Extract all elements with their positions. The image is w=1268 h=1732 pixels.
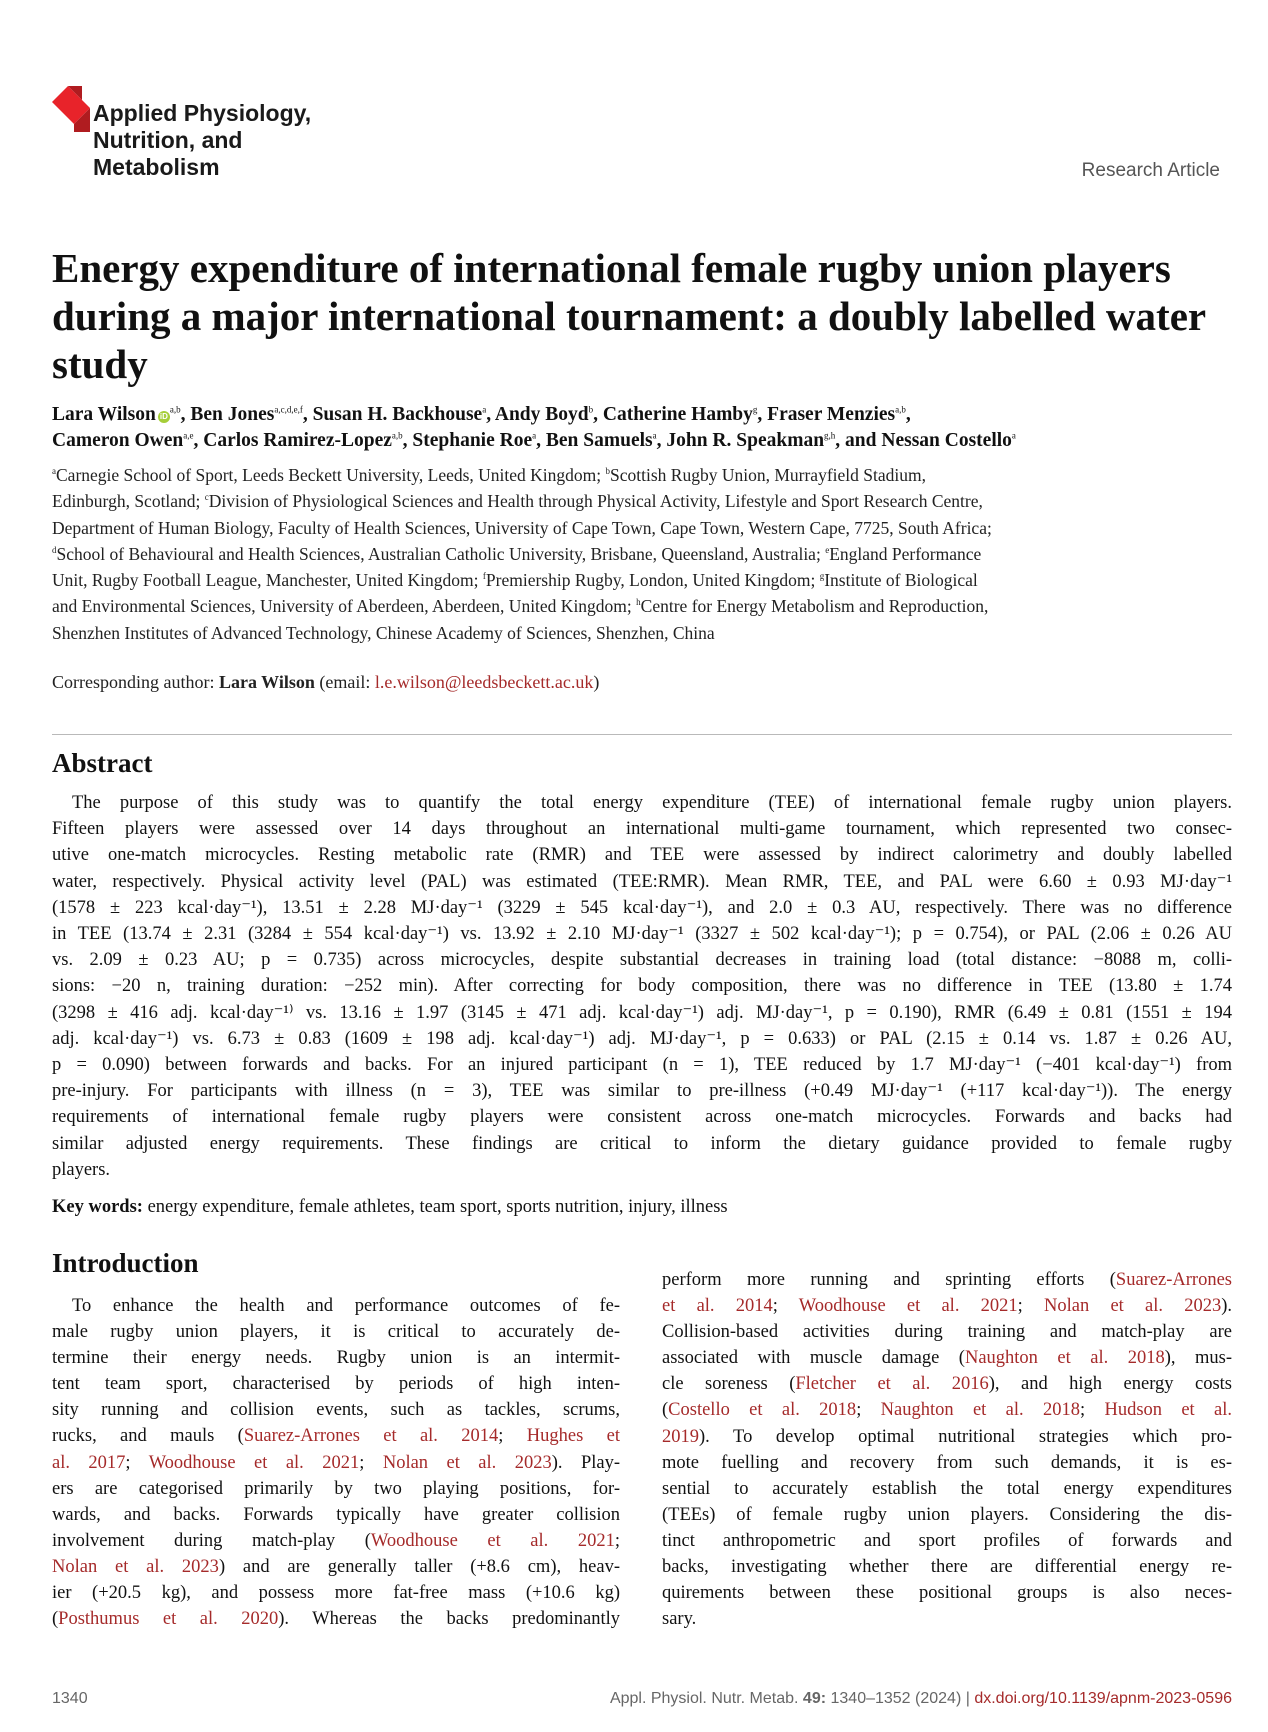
author-name[interactable]: Catherine Hamby	[602, 404, 753, 425]
author-name[interactable]: Lara Wilson	[52, 404, 156, 425]
page-number: 1340	[52, 1690, 88, 1707]
citation-link[interactable]: 2019	[662, 1426, 699, 1447]
journal-name[interactable]: Applied Physiology, Nutrition, and Metabolism	[93, 100, 312, 180]
introduction-right-column: perform more running and sprinting efforts (Suarez-Arrones et al. 2014; Woodhouse et al. 2021; Nolan et al. 2023). Collision-based activities during training and match-play are associated with muscle damage (Naughton et al. 2018), mus- cle soreness (Fletcher et al. 2016), and high energy costs (Costello et al. 2018; Naughton et al. 2018; Hudson et al. 2019). To develop optimal nutritional strategies which pro- mote fuelling and recovery from such demands, it is es- sential to accurately establish the total energy expenditures (TEEs) of female rugby union players. Considering the dis- tinct anthropometric and sport profiles of forwards and backs, investigating whether there are differential energy re- quirements between these positional groups is also neces- sary.	[662, 1270, 1233, 1630]
citation-link[interactable]: Woodhouse et al. 2021	[148, 1452, 360, 1473]
author-name[interactable]: Fraser Menzies	[767, 404, 896, 425]
doi-link[interactable]: dx.doi.org/10.1139/apnm-2023-0596	[974, 1690, 1232, 1707]
email-link[interactable]: l.e.wilson@leedsbeckett.ac.uk	[374, 672, 594, 692]
footer-citation: Appl. Physiol. Nutr. Metab. 49: 1340–1352 (2024) | dx.doi.org/10.1139/apnm-2023-0596	[609, 1690, 1232, 1707]
citation-link[interactable]: Suarez-Arrones	[1115, 1270, 1232, 1290]
orcid-icon[interactable]: iD	[159, 412, 168, 421]
introduction-heading: Introduction	[52, 1248, 199, 1278]
author-name[interactable]: Andy Boyd	[494, 404, 589, 425]
author-name[interactable]: Nessan Costello	[881, 430, 1012, 451]
author-name[interactable]: Ben Jones	[190, 404, 275, 425]
citation-link[interactable]: Naughton et al. 2018	[880, 1400, 1080, 1421]
citation-link[interactable]: Nolan et al. 2023	[52, 1556, 219, 1577]
corresponding-author-name: Lara Wilson	[218, 672, 315, 692]
introduction-left-column: To enhance the health and performance outcomes of fe- male rugby union players, it is critical to accurately de- termine their energy needs. Rugby union is an intermit- tent team sport, characterised by periods of high inten- sity running and collision events, such as tackles, scrums, rucks, and mauls (Suarez-Arrones et al. 2014; Hughes et al. 2017; Woodhouse et al. 2021; Nolan et al. 2023). Play- ers are categorised primarily by two playing positions, for- wards, and backs. Forwards typically have greater collision involvement during match-play (Woodhouse et al. 2021; Nolan et al. 2023) and are generally taller (+8.6 cm), heav- ier (+20.5 kg), and possess more fat-free mass (+10.6 kg) (Posthumus et al. 2020). Whereas the backs predominantly	[52, 1296, 621, 1630]
author-list	[52, 402, 1232, 454]
article-type-label: Research Article	[1081, 160, 1220, 181]
citation-link[interactable]: Nolan et al. 2023	[382, 1452, 552, 1473]
author-name[interactable]: Susan H. Backhouse	[312, 404, 483, 425]
article-title: Energy expenditure of international female rugby union players during a major international tournament: a doubly labelled water study	[52, 245, 1206, 387]
citation-link[interactable]: Hudson et al.	[1104, 1400, 1233, 1421]
citation-link[interactable]: Costello et al. 2018	[668, 1400, 857, 1421]
author-line-1: Lara Wilson iD$^{a,b}$, Ben Jones$^{a,c,d,e,f}$, Susan H. Backhouse$^a$, Andy Boyd$^b$, Catherine Hamby$^g$, Fraser Menzies$^{a,b}$,	[52, 404, 911, 425]
author-name[interactable]: John R. Speakman	[666, 430, 825, 451]
abstract-heading: Abstract	[52, 748, 153, 778]
citation-link[interactable]: Hughes et	[526, 1426, 621, 1447]
abstract-body: The purpose of this study was to quantify the total energy expenditure (TEE) of international female rugby union players. Fifteen players were assessed over 14 days throughout an international multi-game tournament, which represented two consec- utive one-match microcycles. Resting metabolic rate (RMR) and TEE were assessed by indirect calorimetry and doubly labelled water, respectively. Physical activity level (PAL) was estimated (TEE:RMR). Mean RMR, TEE, and PAL were 6.60 ± 0.93 MJ·day⁻¹ (1578 ± 223 kcal·day⁻¹), 13.51 ± 2.28 MJ·day⁻¹ (3229 ± 545 kcal·day⁻¹), and 2.0 ± 0.3 AU, respectively. There was no difference in TEE (13.74 ± 2.31 (3284 ± 554 kcal·day⁻¹) vs. 13.92 ± 2.10 MJ·day⁻¹ (3327 ± 502 kcal·day⁻¹); p = 0.754), or PAL (2.06 ± 0.26 AU vs. 2.09 ± 0.23 AU; p = 0.735) across microcycles, despite substantial decreases in training load (total distance: −8088 m, colli- sions: −20 n, training duration: −252 min). After correcting for body composition, there was no difference in TEE (13.80 ± 1.74 (3298 ± 416 adj. kcal·day⁻¹⁾ vs. 13.16 ± 1.97 (3145 ± 471 adj. kcal·day⁻¹) adj. MJ·day⁻¹, p = 0.190), RMR (6.49 ± 0.81 (1551 ± 194 adj. kcal·day⁻¹) vs. 6.73 ± 0.83 (1609 ± 198 adj. kcal·day⁻¹) adj. MJ·day⁻¹, p = 0.633) or PAL (2.15 ± 0.14 vs. 1.87 ± 0.26 AU, p = 0.090) between forwards and backs. For an injured participant (n = 1), TEE reduced by 1.7 MJ·day⁻¹ (−401 kcal·day⁻¹) from pre-injury. For participants with illness (n = 3), TEE was similar to pre-illness (+0.49 MJ·day⁻¹ (+117 kcal·day⁻¹)). The energy requirements of international female rugby players were consistent across one-match microcycles. Forwards and backs had similar adjusted energy requirements. These findings are critical to inform the dietary guidance provided to female rugby players.	[52, 793, 1232, 1180]
keywords: Key words: energy expenditure, female athletes, team sport, sports nutrition, injury, illness	[52, 1197, 728, 1217]
author-name[interactable]: Ben Samuels	[545, 430, 653, 451]
citation-link[interactable]: Suarez-Arrones et al. 2014	[243, 1426, 499, 1447]
corresponding-author: Corresponding author: Lara Wilson (email: l.e.wilson@leedsbeckett.ac.uk)	[52, 672, 600, 692]
section-divider	[52, 734, 1232, 735]
author-name[interactable]: Stephanie Roe	[412, 430, 533, 451]
affiliations: $^a$Carnegie School of Sport, Leeds Beckett University, Leeds, United Kingdom; $^b$Scottish Rugby Union, Murrayfield Stadium, Edinburgh, Scotland; $^c$Division of Physiological Sciences and Health through Physical Activity, Lifestyle and Sport Research Centre, Department of Human Biology, Faculty of Health Sciences, University of Cape Town, Cape Town, Western Cape, 7725, South Africa; $^d$School of Behavioural and Health Sciences, Australian Catholic University, Brisbane, Queensland, Australia; $^e$England Performance Unit, Rugby Football League, Manchester, United Kingdom; $^f$Premiership Rugby, London, United Kingdom; $^g$Institute of Biological and Environmental Sciences, University of Aberdeen, Aberdeen, United Kingdom; $^h$Centre for Energy Metabolism and Reproduction, Shenzhen Institutes of Advanced Technology, Chinese Academy of Sciences, Shenzhen, China	[52, 465, 992, 643]
citation-link[interactable]: Nolan et al. 2023	[1044, 1296, 1222, 1317]
citation-link[interactable]: Posthumus et al. 2020	[58, 1609, 279, 1630]
citation-link[interactable]: Woodhouse et al. 2021	[370, 1530, 615, 1551]
citation-link[interactable]: et al. 2014	[662, 1296, 773, 1317]
citation-link[interactable]: Woodhouse et al. 2021	[798, 1296, 1018, 1317]
author-name[interactable]: Cameron Owen	[52, 430, 184, 451]
author-line-2: Cameron Owen$^{a,e}$, Carlos Ramirez-Lopez$^{a,b}$, Stephanie Roe$^a$, Ben Samuels$^a$, John R. Speakman$^{g,h}$, and Nessan Costello$^a$	[52, 430, 1016, 451]
citation-link[interactable]: Naughton et al. 2018	[964, 1348, 1165, 1369]
author-name[interactable]: Carlos Ramirez-Lopez	[203, 430, 392, 451]
citation-link[interactable]: al. 2017	[52, 1452, 126, 1473]
citation-link[interactable]: Fletcher et al. 2016	[795, 1374, 989, 1395]
